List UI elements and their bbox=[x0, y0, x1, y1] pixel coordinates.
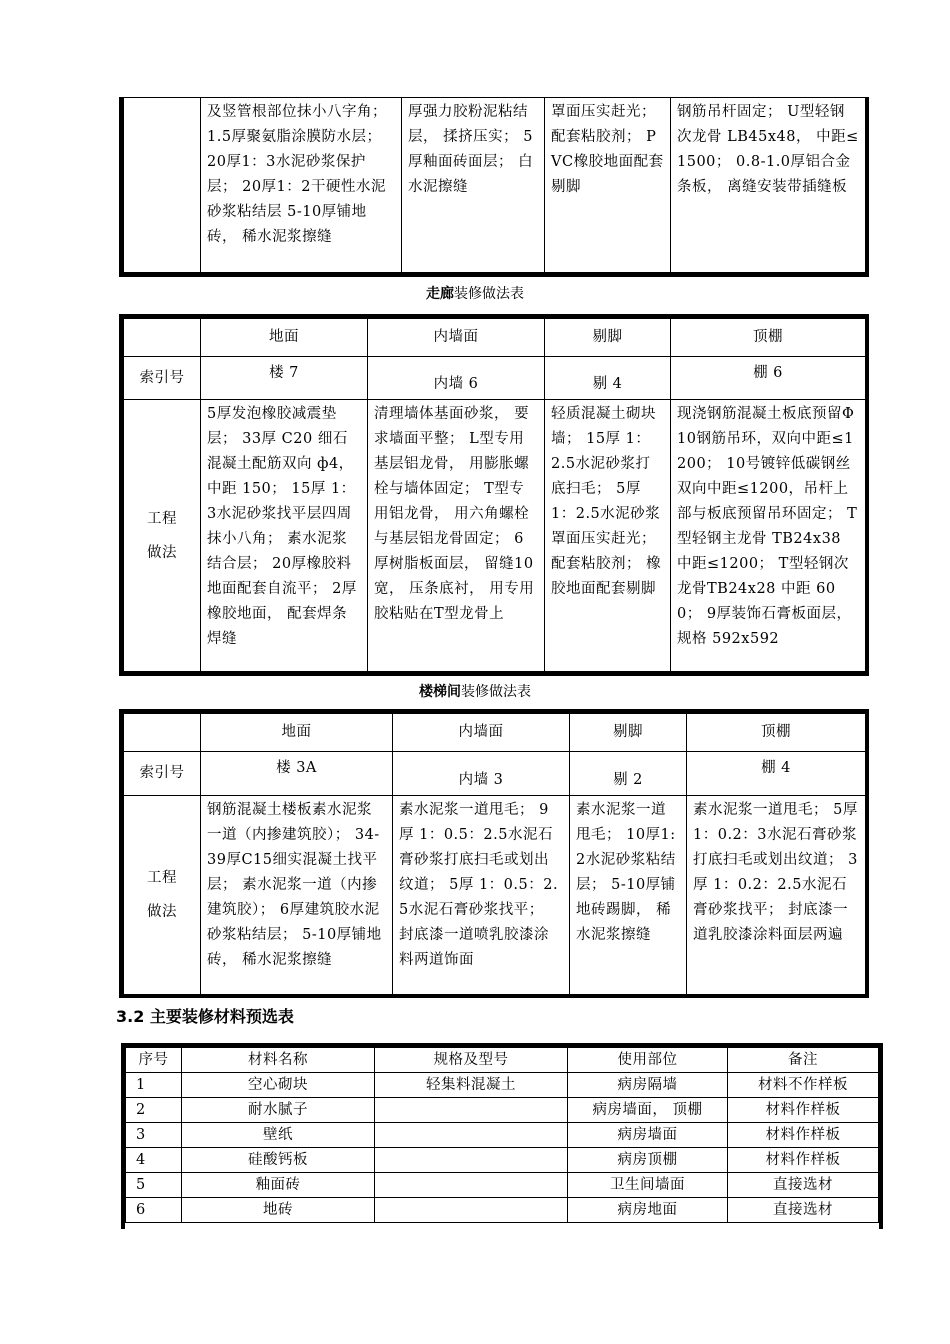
corridor-index-ceiling: 棚 6 bbox=[671, 357, 866, 400]
materials-cell-name: 硅酸钙板 bbox=[182, 1148, 375, 1173]
corridor-table bbox=[119, 314, 869, 676]
materials-cell-remark: 材料不作样板 bbox=[728, 1073, 879, 1098]
materials-header-name: 材料名称 bbox=[182, 1048, 375, 1073]
stair-method-label-2: 做法 bbox=[147, 904, 177, 920]
table-row bbox=[126, 1123, 879, 1148]
corridor-method-label-1: 工程 bbox=[147, 510, 177, 527]
table-row bbox=[126, 1198, 879, 1223]
corridor-corner-cell bbox=[124, 319, 201, 357]
materials-cell-remark: 直接选材 bbox=[728, 1198, 879, 1223]
materials-header-remark: 备注 bbox=[728, 1048, 879, 1073]
materials-cell-spec bbox=[375, 1148, 568, 1173]
materials-cell-remark: 材料作样板 bbox=[728, 1148, 879, 1173]
top-cell-ceiling: 钢筋吊杆固定； U型轻钢次龙骨 LB45x48， 中距≤1500； 0.8-1.0厚铝合金条板， 离缝安装带插缝板 bbox=[671, 98, 866, 273]
materials-cell-no: 6 bbox=[126, 1198, 182, 1223]
corridor-index-label: 索引号 bbox=[124, 357, 201, 400]
stair-header-floor: 地面 bbox=[201, 714, 393, 752]
materials-header-no: 序号 bbox=[126, 1048, 182, 1073]
top-cell-skirting: 罩面压实赶光； 配套粘胶剂； PVC橡胶地面配套剔脚 bbox=[545, 98, 671, 273]
materials-cell-name: 釉面砖 bbox=[182, 1173, 375, 1198]
table-row bbox=[126, 1098, 879, 1123]
materials-cell-no: 5 bbox=[126, 1173, 182, 1198]
corridor-caption-bold: 走廊 bbox=[426, 286, 454, 302]
corridor-header-skirting: 剔脚 bbox=[545, 319, 671, 357]
stair-header-skirting: 剔脚 bbox=[570, 714, 687, 752]
table-row bbox=[126, 1073, 879, 1098]
materials-cell-spec bbox=[375, 1098, 568, 1123]
corridor-method-label bbox=[124, 400, 201, 672]
corridor-caption-rest: 装修做法表 bbox=[454, 286, 524, 302]
stair-header-ceiling: 顶棚 bbox=[687, 714, 866, 752]
materials-cell-spec bbox=[375, 1173, 568, 1198]
stair-header-wall: 内墙面 bbox=[393, 714, 570, 752]
materials-cell-location: 病房墙面 bbox=[568, 1123, 728, 1148]
stair-index-skirting: 剔 2 bbox=[570, 752, 687, 796]
materials-cell-name: 空心砌块 bbox=[182, 1073, 375, 1098]
corridor-method-label-2: 做法 bbox=[147, 544, 177, 561]
stair-method-skirting: 素水泥浆一道甩毛； 10厚1:2水泥砂浆粘结层； 5-10厚铺地砖踢脚， 稀水泥浆擦缝 bbox=[570, 796, 687, 995]
corridor-index-skirting: 剔 4 bbox=[545, 357, 671, 400]
stair-caption-bold: 楼梯间 bbox=[419, 684, 461, 700]
corridor-caption bbox=[0, 283, 950, 303]
corridor-header-ceiling: 顶棚 bbox=[671, 319, 866, 357]
corridor-index-wall: 内墙 6 bbox=[368, 357, 545, 400]
materials-cell-location: 病房顶棚 bbox=[568, 1148, 728, 1173]
stair-caption bbox=[0, 681, 950, 701]
materials-cell-remark: 直接选材 bbox=[728, 1173, 879, 1198]
materials-cell-name: 耐水腻子 bbox=[182, 1098, 375, 1123]
stair-method-label-1: 工程 bbox=[147, 870, 177, 886]
materials-cell-remark: 材料作样板 bbox=[728, 1123, 879, 1148]
materials-cell-location: 病房地面 bbox=[568, 1198, 728, 1223]
stair-corner-cell bbox=[124, 714, 201, 752]
materials-cell-remark: 材料作样板 bbox=[728, 1098, 879, 1123]
section-title: 3.2 主要装修材料预选表 bbox=[116, 1007, 294, 1026]
corridor-header-floor: 地面 bbox=[201, 319, 368, 357]
corridor-method-ceiling: 现浇钢筋混凝土板底预留Φ10钢筋吊环，双向中距≤1200； 10号镀锌低碳钢丝双向中距≤1200，吊杆上部与板底预留吊环固定； T型轻钢主龙骨 TB24x38 中距≤1200； T型轻钢次龙骨TB24x28 中距 600； 9厚装饰石膏板面层， 规格 592x592 bbox=[671, 400, 866, 672]
corridor-method-floor: 5厚发泡橡胶减震垫层； 33厚 C20 细石混凝土配筋双向 ф4， 中距 150； 15厚 1：3水泥砂浆找平层四周抹小八角； 素水泥浆结合层； 20厚橡胶料地面配套自流平； 2厚橡胶地面， 配套焊条焊缝 bbox=[201, 400, 368, 672]
table-row bbox=[126, 1173, 879, 1198]
top-cell-wall: 厚强力胶粉泥粘结层， 揉挤压实； 5厚釉面砖面层； 白水泥擦缝 bbox=[402, 98, 545, 273]
corridor-method-wall: 清理墙体基面砂浆， 要求墙面平整； L型专用基层铝龙骨， 用膨胀螺栓与墙体固定； T型专用铝龙骨， 用六角螺栓与基层铝龙骨固定； 6厚树脂板面层， 留缝10宽， 压条底衬， 用专用胶粘贴在T型龙骨上 bbox=[368, 400, 545, 672]
materials-cell-location: 病房墙面， 顶棚 bbox=[568, 1098, 728, 1123]
top-table bbox=[119, 97, 869, 277]
corridor-method-skirting: 轻质混凝土砌块墙； 15厚 1：2.5水泥砂浆打底扫毛； 5厚 1：2.5水泥砂浆罩面压实赶光； 配套粘胶剂； 橡胶地面配套剔脚 bbox=[545, 400, 671, 672]
materials-cell-no: 2 bbox=[126, 1098, 182, 1123]
materials-header-spec: 规格及型号 bbox=[375, 1048, 568, 1073]
stair-index-wall: 内墙 3 bbox=[393, 752, 570, 796]
stair-caption-rest: 装修做法表 bbox=[461, 684, 531, 700]
corridor-header-wall: 内墙面 bbox=[368, 319, 545, 357]
stair-method-wall: 素水泥浆一道甩毛； 9厚 1：0.5：2.5水泥石膏砂浆打底扫毛或划出纹道； 5厚 1：0.5：2.5水泥石膏砂浆找平； 封底漆一道喷乳胶漆涂料两道饰面 bbox=[393, 796, 570, 995]
top-cell-floor: 及竖管根部位抹小八字角； 1.5厚聚氨脂涂膜防水层； 20厚1：3水泥砂浆保护层； 20厚1：2干硬性水泥砂浆粘结层 5-10厚铺地砖， 稀水泥浆擦缝 bbox=[201, 98, 402, 273]
stair-index-ceiling: 棚 4 bbox=[687, 752, 866, 796]
materials-header-location: 使用部位 bbox=[568, 1048, 728, 1073]
materials-cell-spec bbox=[375, 1123, 568, 1148]
top-empty-cell bbox=[124, 98, 201, 273]
materials-cell-no: 3 bbox=[126, 1123, 182, 1148]
materials-cell-spec: 轻集料混凝土 bbox=[375, 1073, 568, 1098]
stair-index-floor: 楼 3A bbox=[201, 752, 393, 796]
table-row bbox=[126, 1148, 879, 1173]
materials-cell-name: 地砖 bbox=[182, 1198, 375, 1223]
materials-cell-location: 病房隔墙 bbox=[568, 1073, 728, 1098]
stair-method-ceiling: 素水泥浆一道甩毛； 5厚 1：0.2：3水泥石膏砂浆打底扫毛或划出纹道； 3厚 1：0.2：2.5水泥石膏砂浆找平； 封底漆一道乳胶漆涂料面层两遍 bbox=[687, 796, 866, 995]
materials-cell-location: 卫生间墙面 bbox=[568, 1173, 728, 1198]
stair-table bbox=[119, 709, 869, 998]
materials-cell-name: 壁纸 bbox=[182, 1123, 375, 1148]
materials-cell-spec bbox=[375, 1198, 568, 1223]
corridor-index-floor: 楼 7 bbox=[201, 357, 368, 400]
stair-method-floor: 钢筋混凝土楼板素水泥浆一道（内掺建筑胶）； 34-39厚C15细实混凝土找平层； 素水泥浆一道（内掺建筑胶）； 6厚建筑胶水泥砂浆粘结层； 5-10厚铺地砖， 稀水泥浆擦缝 bbox=[201, 796, 393, 995]
materials-cell-no: 4 bbox=[126, 1148, 182, 1173]
stair-index-label: 索引号 bbox=[124, 752, 201, 796]
materials-cell-no: 1 bbox=[126, 1073, 182, 1098]
stair-method-label bbox=[124, 796, 201, 995]
materials-table bbox=[121, 1043, 883, 1229]
